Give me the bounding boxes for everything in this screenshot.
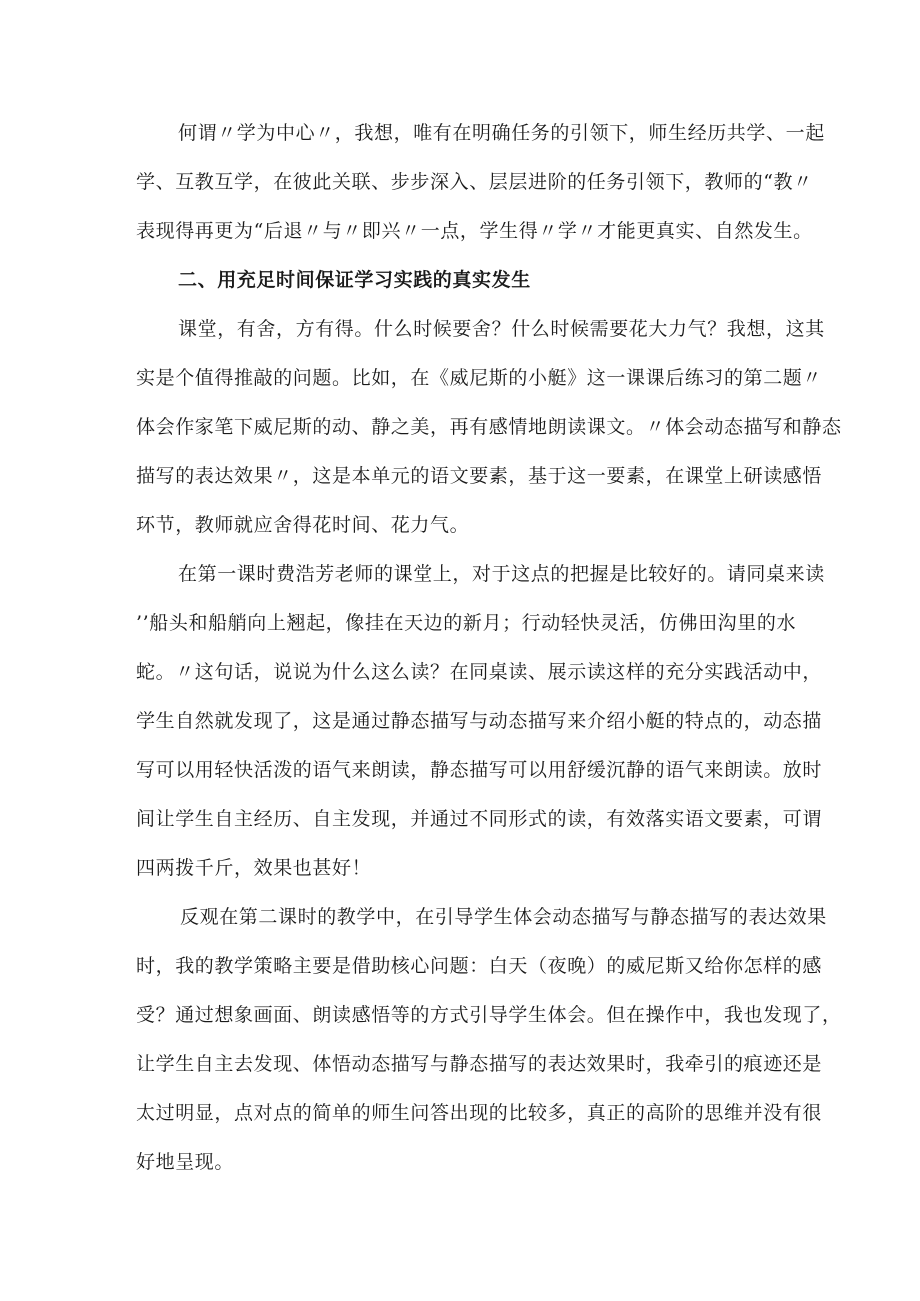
paragraph-1-line-2: 学、互教互学，在彼此关联、步步深入、层层进阶的任务引领下，教师的“教〃 xyxy=(136,171,813,193)
paragraph-2-line-5: 环节，教师就应舍得花时间、花力气。 xyxy=(136,514,470,536)
paragraph-2-line-2: 实是个值得推敲的问题。比如，在《威尼斯的小艇》这一课课后练习的第二题〃 xyxy=(136,367,823,389)
paragraph-2-line-1: 课堂，有舍，方有得。什么时候要舍？什么时候需要花大力气？我想，这其 xyxy=(178,318,825,340)
paragraph-2-line-4: 描写的表达效果〃，这是本单元的语文要素，基于这一要素，在课堂上研读感悟 xyxy=(136,465,823,487)
paragraph-3-line-2: ’’船头和船艄向上翘起，像挂在天边的新月；行动轻快灵活，仿佛田沟里的水 xyxy=(136,612,797,634)
paragraph-4-line-4: 让学生自主去发现、体悟动态描写与静态描写的表达效果时，我牵引的痕迹还是 xyxy=(136,1053,823,1075)
paragraph-3-line-7: 四两拨千斤，效果也甚好！ xyxy=(136,857,372,879)
paragraph-4-line-5: 太过明显，点对点的简单的师生问答出现的比较多，真正的高阶的思维并没有很 xyxy=(136,1102,823,1124)
paragraph-4-line-6: 好地呈现。 xyxy=(136,1151,235,1173)
paragraph-2-line-3: 体会作家笔下威尼斯的动、静之美，再有感情地朗读课文。〃体会动态描写和静态 xyxy=(136,416,842,438)
paragraph-1-line-3: 表现得再更为“后退〃与〃即兴〃一点，学生得〃学〃才能更真实、自然发生。 xyxy=(136,220,813,242)
section-heading: 二、用充足时间保证学习实践的真实发生 xyxy=(178,269,531,291)
paragraph-3-line-4: 学生自然就发现了，这是通过静态描写与动态描写来介绍小艇的特点的，动态描 xyxy=(136,710,823,732)
paragraph-4-line-3: 受？通过想象画面、朗读感悟等的方式引导学生体会。但在操作中，我也发现了， xyxy=(136,1004,842,1026)
paragraph-3-line-6: 间让学生自主经历、自主发现，并通过不同形式的读，有效落实语文要素，可谓 xyxy=(136,808,823,830)
paragraph-4-line-2: 时，我的教学策略主要是借助核心问题：白天（夜晚）的威尼斯又给你怎样的感 xyxy=(136,955,823,977)
paragraph-3-line-1: 在第一课时费浩芳老师的课堂上，对于这点的把握是比较好的。请同桌来读 xyxy=(178,563,825,585)
paragraph-3-line-5: 写可以用轻快活泼的语气来朗读，静态描写可以用舒缓沉静的语气来朗读。放时 xyxy=(136,759,823,781)
paragraph-4-line-1: 反观在第二课时的教学中，在引导学生体会动态描写与静态描写的表达效果 xyxy=(180,906,827,928)
paragraph-1-line-1: 何谓〃学为中心〃，我想，唯有在明确任务的引领下，师生经历共学、一起 xyxy=(178,122,825,144)
paragraph-3-line-3: 蛇。〃这句话，说说为什么这么读？在同桌读、展示读这样的充分实践活动中， xyxy=(136,661,823,683)
